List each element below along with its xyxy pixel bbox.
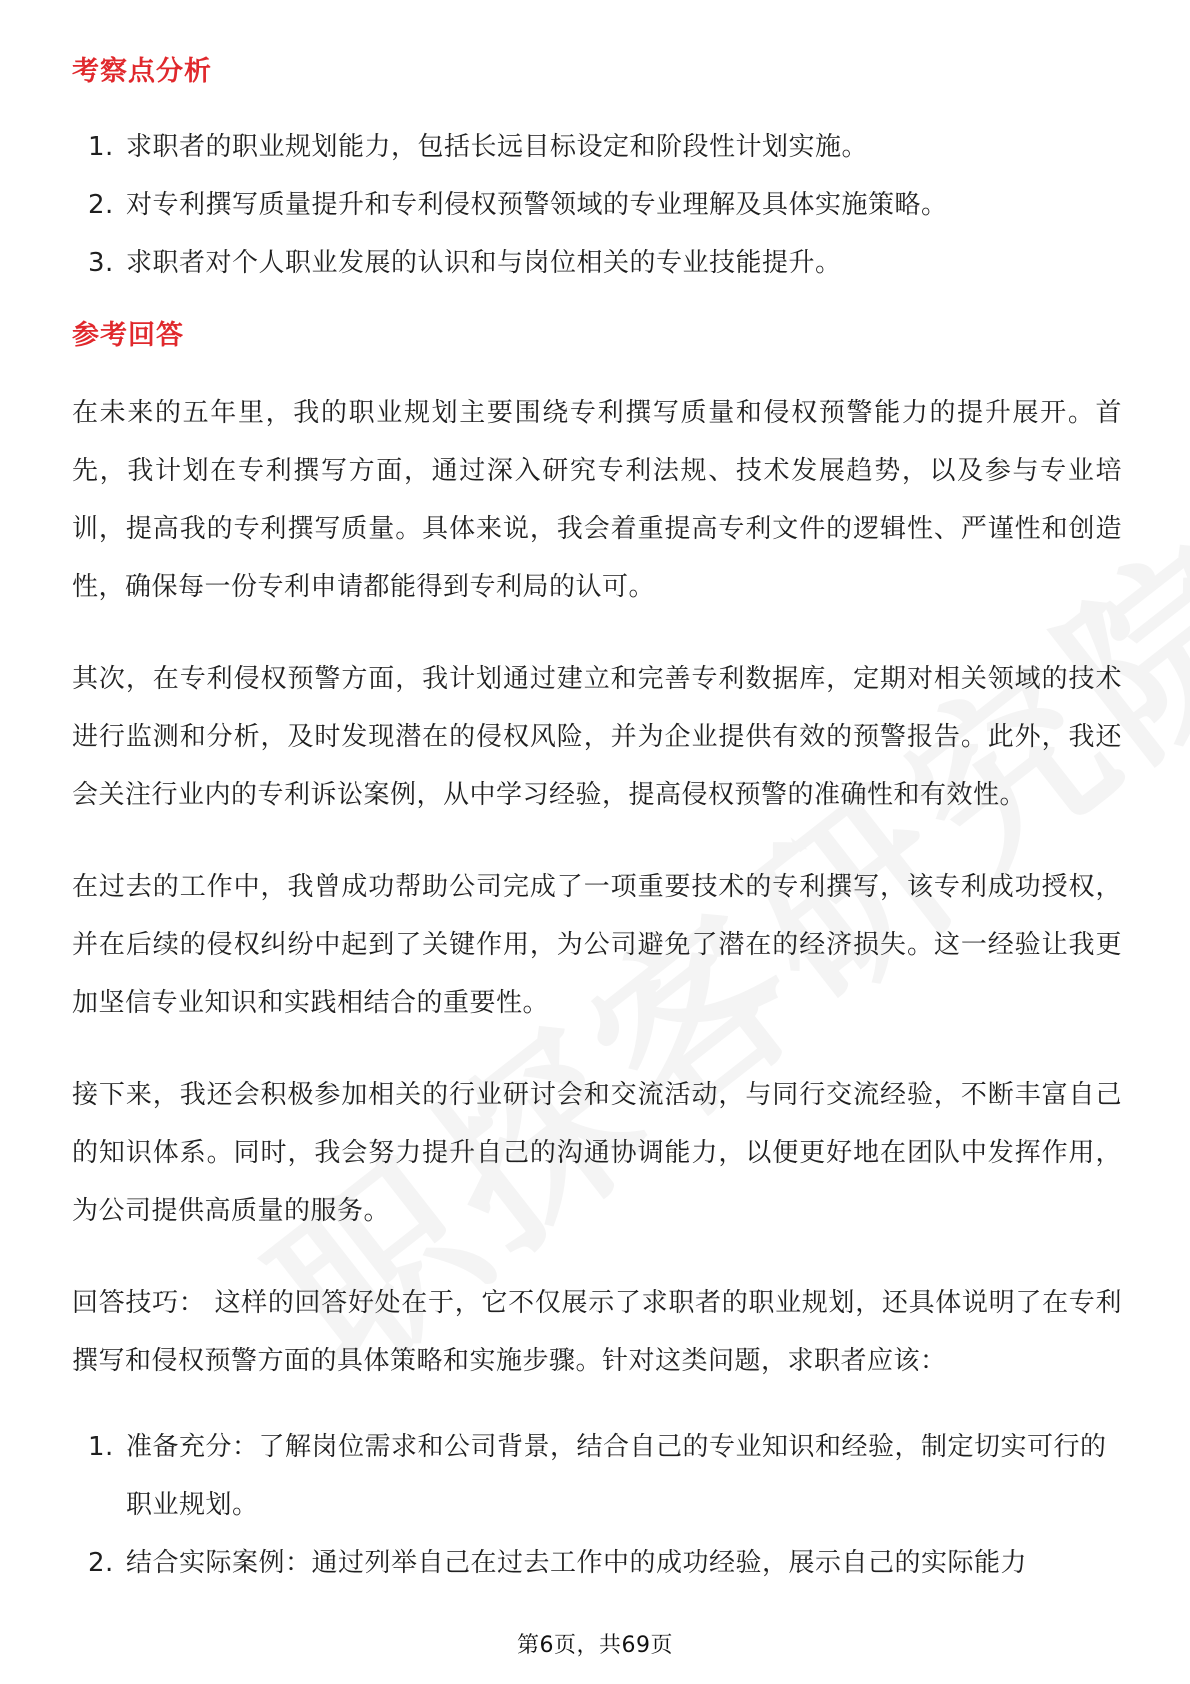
page-number: 第6页，共69页 xyxy=(517,1633,673,1658)
section-title-reference-answer: 参考回答 xyxy=(72,320,184,351)
list-number: 3. xyxy=(88,248,114,278)
list-number: 2. xyxy=(88,190,114,220)
section-title-analysis: 考察点分析 xyxy=(72,56,212,87)
list-item-text: 结合实际案例：通过列举自己在过去工作中的成功经验，展示自己的实际能力 xyxy=(126,1548,1028,1578)
list-item-text: 对专利撰写质量提升和专利侵权预警领域的专业理解及具体实施策略。 xyxy=(126,190,948,220)
list-item xyxy=(72,1418,1122,1534)
list-item xyxy=(72,176,1122,234)
list-item xyxy=(72,118,1122,176)
list-item xyxy=(72,234,1122,292)
analysis-list xyxy=(72,118,1122,292)
list-item xyxy=(72,1534,1122,1592)
answer-tips-paragraph: 回答技巧： 这样的回答好处在于，它不仅展示了求职者的职业规划，还具体说明了在专利撰写和侵权预警方面的具体策略和实施步骤。针对这类问题，求职者应该： xyxy=(72,1288,1122,1376)
page-content xyxy=(72,50,1122,1592)
list-number: 1. xyxy=(88,132,114,162)
answer-paragraph: 接下来，我还会积极参加相关的行业研讨会和交流活动，与同行交流经验，不断丰富自己的知识体系。同时，我会努力提升自己的沟通协调能力，以便更好地在团队中发挥作用，为公司提供高质量的服务。 xyxy=(72,1080,1122,1226)
list-item-text: 准备充分：了解岗位需求和公司背景，结合自己的专业知识和经验，制定切实可行的职业规划。 xyxy=(126,1432,1107,1520)
list-item-text: 求职者的职业规划能力，包括长远目标设定和阶段性计划实施。 xyxy=(126,132,869,162)
list-number: 2. xyxy=(88,1548,114,1578)
answer-paragraph: 在过去的工作中，我曾成功帮助公司完成了一项重要技术的专利撰写，该专利成功授权，并在后续的侵权纠纷中起到了关键作用，为公司避免了潜在的经济损失。这一经验让我更加坚信专业知识和实践相结合的重要性。 xyxy=(72,872,1122,1018)
list-number: 1. xyxy=(88,1432,114,1462)
tips-list xyxy=(72,1418,1122,1592)
answer-paragraph: 在未来的五年里，我的职业规划主要围绕专利撰写质量和侵权预警能力的提升展开。首先，我计划在专利撰写方面，通过深入研究专利法规、技术发展趋势，以及参与专业培训，提高我的专利撰写质量。具体来说，我会着重提高专利文件的逻辑性、严谨性和创造性，确保每一份专利申请都能得到专利局的认可。 xyxy=(72,398,1122,602)
answer-paragraph: 其次，在专利侵权预警方面，我计划通过建立和完善专利数据库，定期对相关领域的技术进行监测和分析，及时发现潜在的侵权风险，并为企业提供有效的预警报告。此外，我还会关注行业内的专利诉讼案例，从中学习经验，提高侵权预警的准确性和有效性。 xyxy=(72,664,1122,810)
list-item-text: 求职者对个人职业发展的认识和与岗位相关的专业技能提升。 xyxy=(126,248,842,278)
